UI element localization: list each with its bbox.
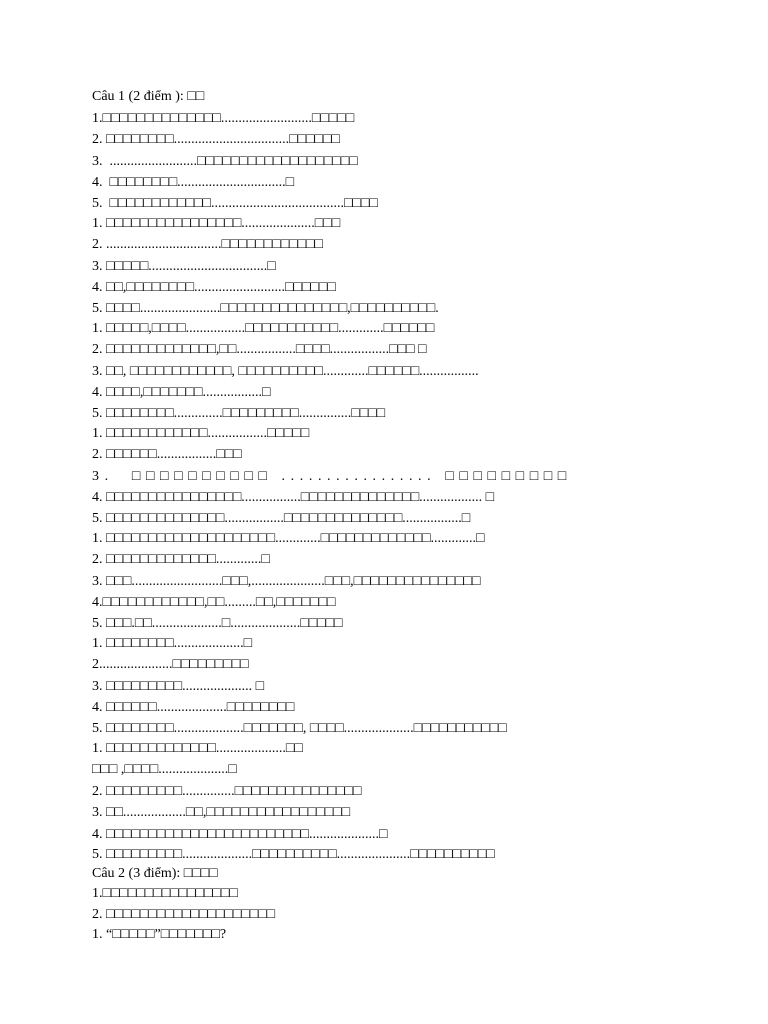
- text-line: 1.□□□□□□□□□□□□□□□□: [92, 886, 238, 901]
- text-line: 4. □□□□□□□□□□□□□□□□.................□□□□□□□□□□□□□□.................. □: [92, 490, 495, 505]
- text-line: 1. “□□□□□”□□□□□□□?: [92, 926, 227, 942]
- text-line: 3. □□, □□□□□□□□□□□□, □□□□□□□□□□.............□□□□□□.................: [92, 363, 479, 379]
- text-line: 4. □□□□□□□□...............................□: [92, 175, 295, 190]
- text-line: 1. □□□□□□□□□□□□□□□□□□□□.............□□□□□□□□□□□□□.............□: [92, 530, 485, 546]
- text-line: 5. □□□.□□....................□....................□□□□□: [92, 615, 343, 631]
- text-line: 3. □□..................□□,□□□□□□□□□□□□□□□□□: [92, 805, 351, 820]
- text-line: 1. □□□□□□□□□□□□.................□□□□□: [92, 425, 310, 441]
- text-line: 2. .................................□□□□□□□□□□□□: [92, 237, 323, 252]
- text-line: 3. □□□..........................□□□,.....................□□□,□□□□□□□□□□□□□□□: [92, 573, 481, 589]
- text-line: 2. □□□□□□□□□□□□□,□□.................□□□□.................□□□ □: [92, 342, 427, 357]
- text-line: 3. □□□□□..................................□: [92, 258, 276, 274]
- text-line: 5. □□□□□□□□□□□□......................................□□□□: [92, 195, 378, 211]
- text-line: 1. □□□□□□□□□□□□□....................□□: [92, 740, 303, 756]
- document-body: [92, 86, 692, 945]
- text-line: 5. □□□□□□□□....................□□□□□□□, □□□□....................□□□□□□□□□□□: [92, 720, 507, 736]
- text-line: 1.□□□□□□□□□□□□□□..........................□□□□□: [92, 110, 355, 126]
- text-line: 5. □□□□.......................□□□□□□□□□□□□□□□,□□□□□□□□□□.: [92, 300, 439, 316]
- text-line: 2. □□□□□□□□□□□□□□□□□□□□: [92, 906, 276, 922]
- text-line: □□□ ,□□□□....................□: [92, 762, 237, 777]
- text-line: 5. □□□□□□□□□....................□□□□□□□□□□.....................□□□□□□□□□□: [92, 847, 495, 862]
- text-line: 3. □□□□□□□□□□ ................. □□□□□□□□□: [92, 468, 572, 484]
- text-line: 4. □□□□□□□□□□□□□□□□□□□□□□□□....................□: [92, 826, 388, 842]
- text-line: 1. □□□□□,□□□□.................□□□□□□□□□□□.............□□□□□□: [92, 320, 435, 336]
- text-line: 2. □□□□□□□□.................................□□□□□□: [92, 132, 340, 147]
- text-line: 4.□□□□□□□□□□□□,□□.........□□,□□□□□□□: [92, 595, 336, 610]
- text-line: 3. .........................□□□□□□□□□□□□□□□□□□□: [92, 153, 358, 169]
- text-line: 5. □□□□□□□□□□□□□□.................□□□□□□□□□□□□□□.................□: [92, 510, 471, 526]
- text-line: 2.....................□□□□□□□□□: [92, 657, 249, 672]
- text-line: 2. □□□□□□□□□...............□□□□□□□□□□□□□□□: [92, 783, 362, 799]
- text-line: 4. □□□□,□□□□□□□.................□: [92, 385, 271, 400]
- text-line: 2. □□□□□□□□□□□□□.............□: [92, 552, 270, 567]
- text-line: 5. □□□□□□□□..............□□□□□□□□□...............□□□□: [92, 405, 386, 421]
- text-line: Câu 1 (2 điểm ): □□: [92, 89, 205, 104]
- text-line: 1. □□□□□□□□....................□: [92, 635, 253, 651]
- section-heading: Câu 2 (3 điểm): □□□□: [92, 866, 218, 881]
- text-line: 4. □□□□□□....................□□□□□□□□: [92, 700, 295, 715]
- text-line: 1. □□□□□□□□□□□□□□□□.....................□□□: [92, 215, 341, 231]
- text-line: 2. □□□□□□.................□□□: [92, 447, 242, 462]
- text-line: 4. □□,□□□□□□□□..........................□□□□□□: [92, 280, 336, 295]
- text-line: 3. □□□□□□□□□.................... □: [92, 678, 265, 694]
